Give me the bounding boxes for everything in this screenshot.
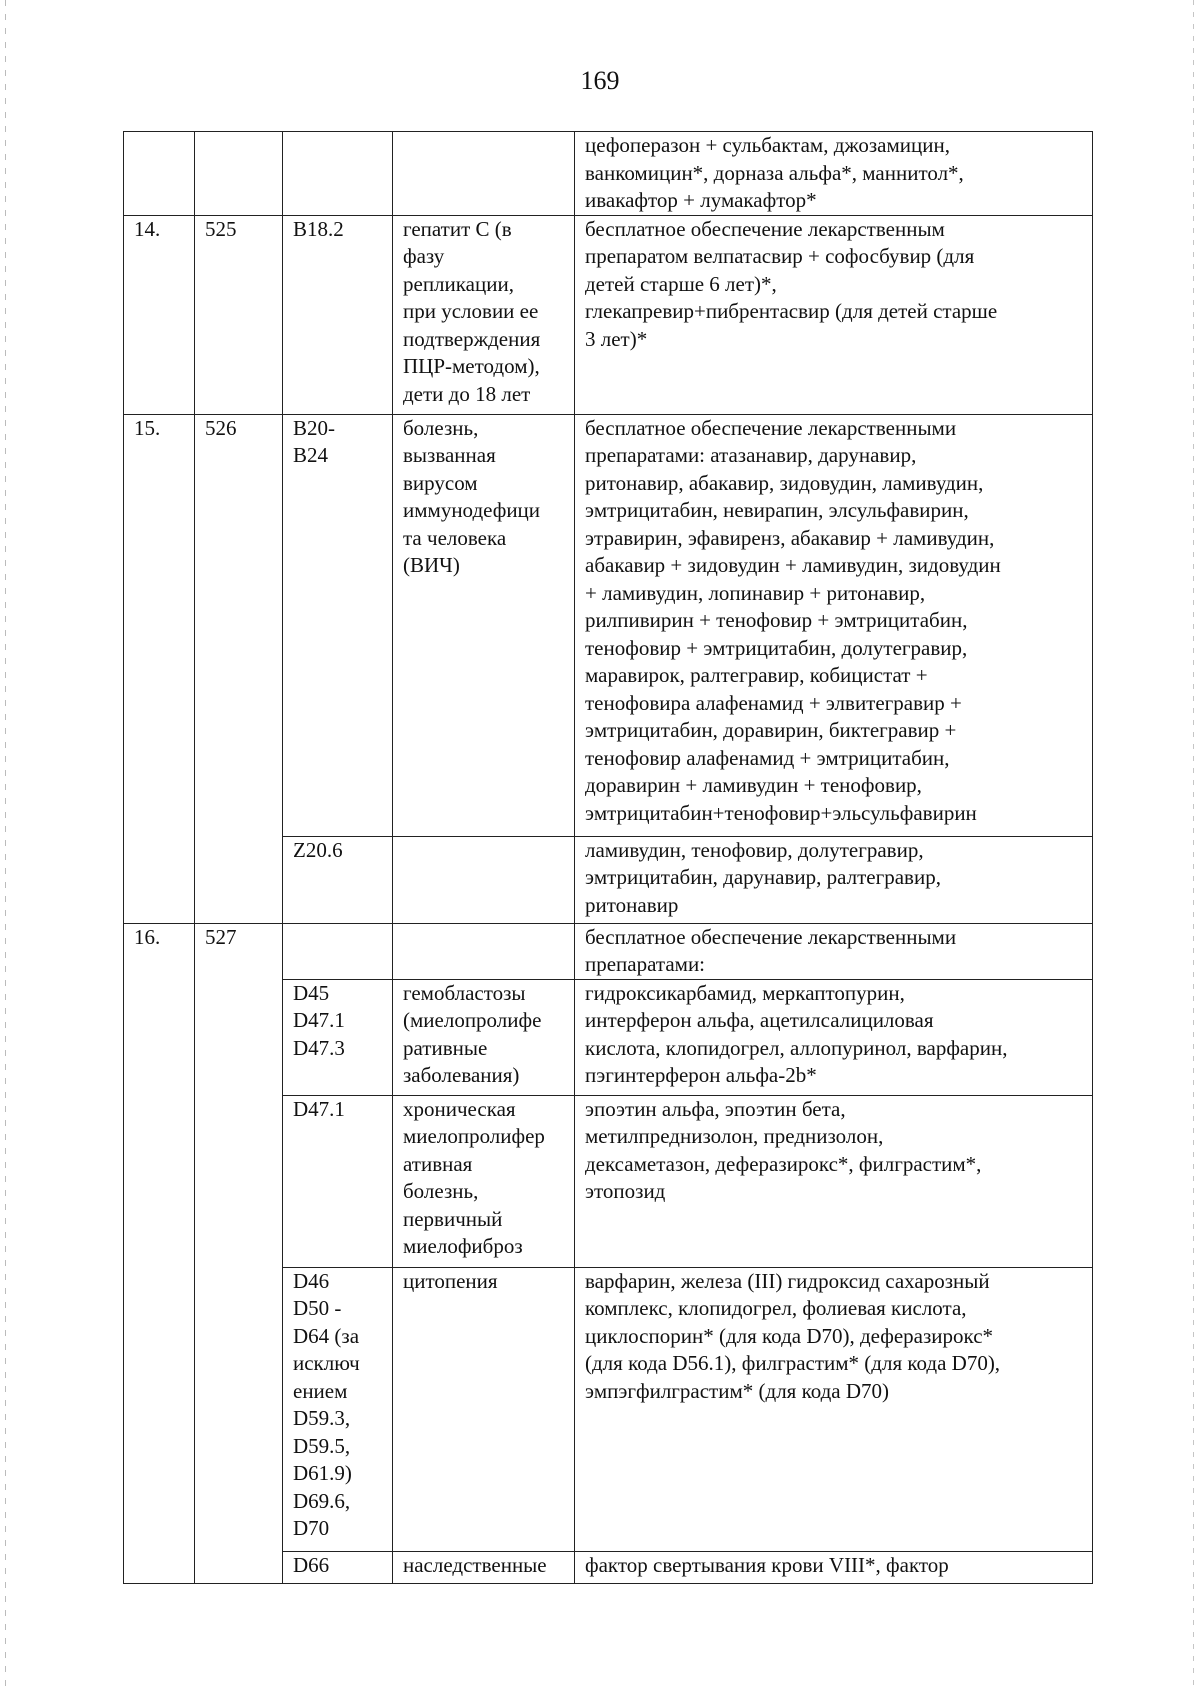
group-code-cell: 525 <box>195 215 283 414</box>
disease-cell <box>393 836 575 923</box>
treatment-cell: цефоперазон + сульбактам, джозамицин, ванкомицин*, дорназа альфа*, маннитол*, ивакафтор + лумакафтор* <box>575 132 1093 216</box>
row-number-cell <box>124 1551 195 1583</box>
disease-cell: наследственные <box>393 1551 575 1583</box>
group-code-cell: 526 <box>195 414 283 836</box>
disease-cell <box>393 923 575 979</box>
treatment-cell: фактор свертывания крови VIII*, фактор <box>575 1551 1093 1583</box>
row-number-cell: 15. <box>124 414 195 836</box>
table-row <box>124 923 1093 979</box>
row-number-cell <box>124 979 195 1095</box>
scan-edge-right <box>1193 0 1194 1686</box>
table-row <box>124 979 1093 1095</box>
disease-cell: гемобластозы (миелопролифе ративные заболевания) <box>393 979 575 1095</box>
group-code-cell <box>195 1551 283 1583</box>
scan-edge-left <box>5 0 6 1686</box>
disease-cell: гепатит С (в фазу репликации, при условии ее подтверждения ПЦР-методом), дети до 18 лет <box>393 215 575 414</box>
treatment-cell: ламивудин, тенофовир, долутегравир, эмтрицитабин, дарунавир, ралтегравир, ритонавир <box>575 836 1093 923</box>
table-row <box>124 1267 1093 1551</box>
row-number-cell <box>124 1267 195 1551</box>
row-number-cell: 16. <box>124 923 195 979</box>
table-row <box>124 414 1093 836</box>
table-row <box>124 132 1093 216</box>
disease-cell: болезнь, вызванная вирусом иммунодефици та человека (ВИЧ) <box>393 414 575 836</box>
icd-code-cell: D66 <box>283 1551 393 1583</box>
disease-cell: цитопения <box>393 1267 575 1551</box>
table-row <box>124 1095 1093 1267</box>
icd-code-cell: D45 D47.1 D47.3 <box>283 979 393 1095</box>
icd-code-cell: D47.1 <box>283 1095 393 1267</box>
icd-code-cell: Z20.6 <box>283 836 393 923</box>
disease-cell <box>393 132 575 216</box>
group-code-cell <box>195 979 283 1095</box>
icd-code-cell: D46 D50 - D64 (за исключ ением D59.3, D59.5, D61.9) D69.6, D70 <box>283 1267 393 1551</box>
icd-code-cell <box>283 923 393 979</box>
table-row <box>124 215 1093 414</box>
row-number-cell: 14. <box>124 215 195 414</box>
table-row <box>124 1551 1093 1583</box>
icd-code-cell: B20- B24 <box>283 414 393 836</box>
group-code-cell: 527 <box>195 923 283 979</box>
group-code-cell <box>195 1095 283 1267</box>
treatment-cell: гидроксикарбамид, меркаптопурин, интерферон альфа, ацетилсалициловая кислота, клопидогрел, аллопуринол, варфарин, пэгинтерферон альфа-2b* <box>575 979 1093 1095</box>
row-number-cell <box>124 1095 195 1267</box>
row-number-cell <box>124 132 195 216</box>
disease-cell: хроническая миелопролифер ативная болезнь, первичный миелофиброз <box>393 1095 575 1267</box>
icd-code-cell: B18.2 <box>283 215 393 414</box>
treatment-cell: бесплатное обеспечение лекарственными препаратами: атазанавир, дарунавир, ритонавир, абакавир, зидовудин, ламивудин, эмтрицитабин, невирапин, элсульфавирин, этравирин, эфавиренз, абакавир + ламивудин, абакавир + зидовудин + ламивудин, зидовудин + ламивудин, лопинавир + ритонавир, рилпивирин + тенофовир + эмтрицитабин, тенофовир + эмтрицитабин, долутегравир, маравирок, ралтегравир, кобицистат + тенофовира алафенамид + элвитегравир + эмтрицитабин, доравирин, биктегравир + тенофовир алафенамид + эмтрицитабин, доравирин + ламивудин + тенофовир, эмтрицитабин+тенофовир+эльсульфавирин <box>575 414 1093 836</box>
row-number-cell <box>124 836 195 923</box>
page-number: 169 <box>580 66 620 95</box>
group-code-cell <box>195 836 283 923</box>
treatment-cell: эпоэтин альфа, эпоэтин бета, метилпреднизолон, преднизолон, дексаметазон, деферазирокс*, филграстим*, этопозид <box>575 1095 1093 1267</box>
table-row <box>124 836 1093 923</box>
treatment-cell: бесплатное обеспечение лекарственным препаратом велпатасвир + софосбувир (для детей старше 6 лет)*, глекапревир+пибрентасвир (для детей старше 3 лет)* <box>575 215 1093 414</box>
icd-code-cell <box>283 132 393 216</box>
medication-table <box>123 131 1093 1584</box>
treatment-cell: бесплатное обеспечение лекарственными препаратами: <box>575 923 1093 979</box>
treatment-cell: варфарин, железа (III) гидроксид сахарозный комплекс, клопидогрел, фолиевая кислота, циклоспорин* (для кода D70), деферазирокс* (для кода D56.1), филграстим* (для кода D70), эмпэгфилграстим* (для кода D70) <box>575 1267 1093 1551</box>
group-code-cell <box>195 132 283 216</box>
group-code-cell <box>195 1267 283 1551</box>
